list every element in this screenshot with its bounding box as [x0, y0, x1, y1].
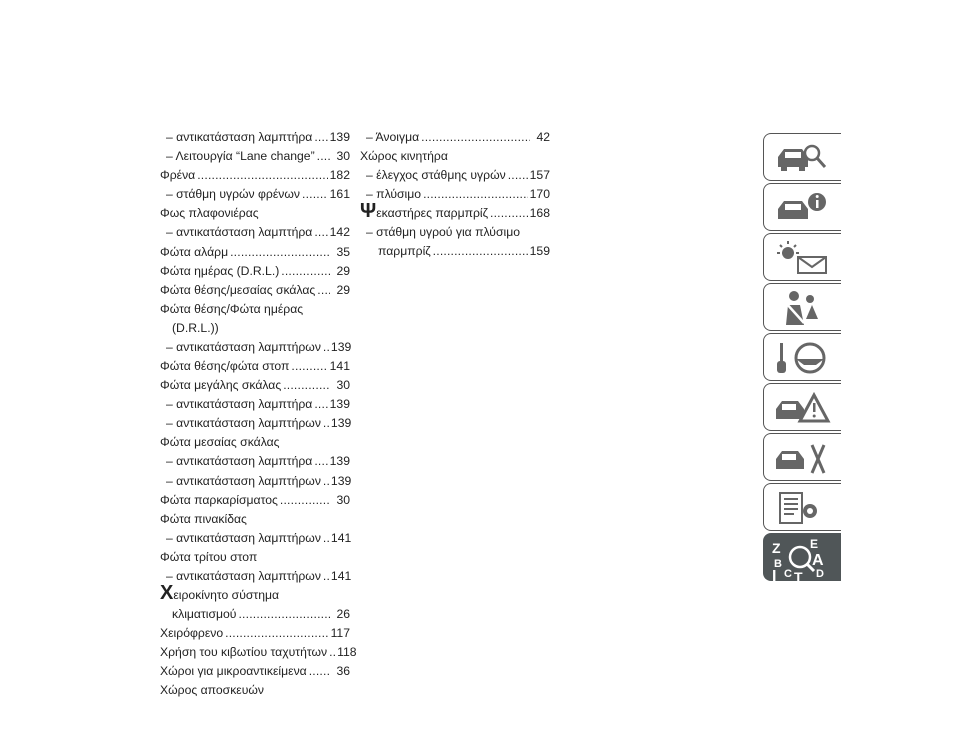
- warning-light-envelope-icon: [772, 239, 832, 277]
- leader-dots: [309, 662, 330, 681]
- index-letter-i: I: [772, 568, 777, 583]
- index-entry-label-wrap: [166, 223, 312, 242]
- index-entry-label: Χρήση του κιβωτίου ταχυτήτων: [160, 645, 328, 660]
- index-subentry: [160, 185, 350, 204]
- index-entry-label: – αντικατάσταση λαμπτήρων: [166, 530, 321, 545]
- page-number: 141: [330, 568, 352, 583]
- index-entry: [160, 662, 350, 681]
- leader-dots: [314, 128, 327, 147]
- leader-dots: [317, 147, 330, 166]
- index-entry-multiline: [160, 582, 350, 624]
- index-entry-label-wrap: [166, 128, 312, 147]
- index-heading-label: Φώτα τρίτου στοπ: [160, 549, 258, 564]
- index-entry-label-cont: κλιματισμού: [172, 607, 237, 622]
- index-entry-line2: [160, 605, 350, 624]
- index-entry-line1: [160, 582, 350, 605]
- page-number: 139: [330, 339, 352, 354]
- index-entry-multiline: [160, 300, 350, 338]
- page-number: 139: [330, 416, 352, 431]
- page-number: 30: [336, 492, 350, 507]
- index-entry-line2: [366, 242, 550, 261]
- tab-alphabetical-index[interactable]: [763, 533, 841, 581]
- leader-dots: [508, 166, 528, 185]
- index-entry-label-cont: παρμπρίζ: [378, 244, 431, 259]
- car-info-icon: [772, 189, 832, 227]
- index-entry-label-wrap: [366, 166, 506, 185]
- index-heading-label: Φώτα πινακίδας: [160, 511, 247, 526]
- page-number: 141: [330, 530, 352, 545]
- index-subentry: [160, 452, 350, 471]
- index-entry-label: εκαστήρες παρμπρίζ: [376, 206, 489, 221]
- index-entry-label: Φώτα θέσης/μεσαίας σκάλας: [160, 282, 316, 297]
- leader-dots: [314, 395, 327, 414]
- index-heading-label: Φώτα μεσαίας σκάλας: [160, 435, 280, 450]
- index-entry-label-wrap: [166, 452, 312, 471]
- page-number: 139: [329, 454, 350, 469]
- index-entry-label-wrap: [160, 643, 327, 662]
- index-entry-label: – αντικατάσταση λαμπτήρα: [166, 397, 313, 412]
- index-heading-label: Χώρος αποσκευών: [160, 683, 264, 698]
- page-number: 30: [336, 149, 350, 164]
- leader-dots: [421, 128, 530, 147]
- index-entry-label: – αντικατάσταση λαμπτήρα: [166, 454, 313, 469]
- alphabetical-index-icon: [772, 539, 832, 583]
- index-entry-line1: [366, 223, 550, 242]
- tab-car-inspection[interactable]: [763, 133, 841, 181]
- index-letter-z: Z: [772, 540, 781, 556]
- index-entry-label: – αντικατάσταση λαμπτήρα: [166, 225, 313, 240]
- index-subentry: [160, 395, 350, 414]
- page-number: 159: [529, 244, 550, 259]
- index-letter-c: C: [784, 568, 792, 580]
- index-entry-label: Φώτα θέσης/φώτα στοπ: [160, 358, 290, 373]
- index-entry-label-wrap: [166, 472, 321, 491]
- index-entry-label-wrap: [160, 243, 228, 262]
- index-entry-label: – αντικατάσταση λαμπτήρων: [166, 473, 321, 488]
- index-letter-d: D: [816, 568, 824, 580]
- index-subentry: [360, 166, 550, 185]
- index-entry-label-wrap: [160, 166, 195, 185]
- index-entry-label-wrap: [166, 414, 321, 433]
- index-entry: [160, 624, 350, 643]
- leader-dots: [291, 357, 327, 376]
- index-subentry: [160, 567, 350, 586]
- page-number: 30: [336, 378, 350, 393]
- seatbelt-airbag-icon: [772, 289, 832, 327]
- leader-dots: [433, 242, 528, 261]
- page-number: 139: [330, 473, 352, 488]
- index-entry-line1: [160, 300, 350, 319]
- index-initial-letter: Χ: [160, 582, 174, 605]
- index-subentry: [360, 128, 550, 147]
- index-entry-label: Φώτα ημέρας (D.R.L.): [160, 263, 280, 278]
- index-entry-label: Χώροι για μικροαντικείμενα: [160, 664, 307, 679]
- index-heading: [160, 204, 350, 223]
- index-subentry: [160, 147, 350, 166]
- index-entry-label-wrap: [160, 262, 279, 281]
- index-letter-e: E: [810, 539, 819, 551]
- page-number: 142: [329, 225, 350, 240]
- index-entry-label: – αντικατάσταση λαμπτήρων: [166, 339, 321, 354]
- leader-dots: [423, 185, 528, 204]
- leader-dots: [323, 472, 329, 491]
- page-number: 117: [330, 626, 350, 641]
- leader-dots: [230, 243, 330, 262]
- index-initial-letter: Ψ: [360, 200, 377, 223]
- index-entry-label-wrap: [166, 338, 321, 357]
- index-entry-label: – στάθμη υγρού για πλύσιμο: [366, 225, 520, 240]
- index-subentry: [360, 185, 550, 204]
- index-entry-label-wrap: [166, 395, 312, 414]
- document-gear-icon: [772, 489, 832, 527]
- page-number: 29: [336, 282, 350, 297]
- index-entry: [360, 200, 550, 223]
- leader-dots: [280, 491, 330, 510]
- index-entry-label-wrap: [166, 147, 315, 166]
- car-wrench-icon: [772, 439, 832, 477]
- leader-dots: [323, 414, 329, 433]
- index-heading: [160, 681, 350, 700]
- page-number: 182: [329, 168, 350, 183]
- index-letter-a: A: [812, 552, 824, 569]
- index-entry: [160, 243, 350, 262]
- index-entry-label-wrap: [160, 662, 307, 681]
- index-entry-label: – αντικατάσταση λαμπτήρων: [166, 416, 321, 431]
- index-heading: [160, 510, 350, 529]
- leader-dots: [238, 605, 330, 624]
- index-entry-label: Φρένα: [160, 168, 196, 183]
- index-entry: [160, 376, 350, 395]
- page-number: 26: [336, 607, 350, 622]
- index-entry-label: Φώτα μεγάλης σκάλας: [160, 378, 282, 393]
- page-number: 139: [329, 130, 350, 144]
- leader-dots: [314, 452, 327, 471]
- index-letter-t: T: [794, 569, 803, 583]
- index-subentry: [160, 128, 350, 147]
- leader-dots: [283, 376, 330, 395]
- leader-dots: [302, 185, 328, 204]
- index-entry: [160, 281, 350, 300]
- leader-dots: [197, 166, 327, 185]
- page-number: 168: [529, 206, 550, 221]
- index-entry: [160, 491, 350, 510]
- tab-safety[interactable]: [763, 283, 841, 331]
- index-letter-b: B: [774, 558, 782, 570]
- leader-dots: [314, 223, 327, 242]
- index-heading: [160, 548, 350, 567]
- index-entry-label-wrap: [166, 185, 300, 204]
- car-warning-triangle-icon: [772, 389, 832, 427]
- page-number: 118: [337, 645, 357, 660]
- tab-emergency[interactable]: [763, 383, 841, 431]
- index-entry-label: – πλύσιμο: [366, 187, 422, 202]
- tab-warning-lights[interactable]: [763, 233, 841, 281]
- index-entry-label: Φώτα παρκαρίσματος: [160, 492, 278, 507]
- index-heading-label: Φως πλαφονιέρας: [160, 206, 259, 221]
- tab-technical-data[interactable]: [763, 483, 841, 531]
- index-entry-label: ειροκίνητο σύστημα: [173, 588, 280, 603]
- car-magnifier-icon: [772, 139, 832, 177]
- index-entry-multiline: [360, 223, 550, 261]
- index-entry-label-wrap: [160, 376, 281, 395]
- index-entry-label: – έλεγχος στάθμης υγρών: [366, 168, 506, 183]
- leader-dots: [281, 262, 330, 281]
- page-number: 139: [329, 397, 350, 412]
- index-entry-line2: [160, 319, 350, 338]
- index-entry-label-wrap: [160, 624, 223, 643]
- index-entry-label-wrap: [166, 567, 321, 586]
- index-heading-label: Χώρος κινητήρα: [360, 149, 448, 164]
- leader-dots: [329, 643, 335, 662]
- tab-maintenance[interactable]: [763, 433, 841, 481]
- index-subentry: [160, 472, 350, 491]
- index-entry-label: – αντικατάσταση λαμπτήρα: [166, 130, 313, 144]
- index-entry-label: Φώτα αλάρμ: [160, 244, 229, 259]
- section-tabs: [763, 133, 841, 583]
- page-number: 161: [329, 187, 350, 202]
- tab-car-info[interactable]: [763, 183, 841, 231]
- tab-starting-driving[interactable]: [763, 333, 841, 381]
- index-heading: [360, 147, 550, 166]
- index-subentry: [160, 414, 350, 433]
- index-subentry: [160, 223, 350, 242]
- index-entry-label: Φώτα θέσης/Φώτα ημέρας: [160, 301, 304, 316]
- index-entry-label-cont: (D.R.L.)): [172, 320, 219, 335]
- page-number: 42: [536, 130, 550, 144]
- page-number: 170: [529, 187, 550, 202]
- page-number: 141: [329, 358, 350, 373]
- index-entry-label-wrap: [160, 357, 289, 376]
- leader-dots: [317, 281, 330, 300]
- index-subentry: [160, 338, 350, 357]
- index-entry-label-wrap: [166, 529, 321, 548]
- index-entry: [160, 643, 357, 662]
- index-entry: [160, 357, 350, 376]
- leader-dots: [225, 624, 328, 643]
- index-entry: [160, 262, 350, 281]
- page-number: 157: [529, 168, 550, 183]
- leader-dots: [323, 338, 329, 357]
- index-entry-label-wrap: [160, 281, 315, 300]
- page-number: 36: [336, 664, 350, 679]
- index-entry-label: – στάθμη υγρών φρένων: [166, 187, 300, 202]
- index-entry-label-wrap: [366, 128, 419, 147]
- index-entry-label-wrap: [360, 200, 489, 223]
- page-number: 29: [336, 263, 350, 278]
- index-entry-label: – αντικατάσταση λαμπτήρων: [166, 568, 321, 583]
- key-steering-wheel-icon: [772, 339, 832, 377]
- index-entry: [160, 166, 350, 185]
- index-heading: [160, 433, 350, 452]
- index-column-left: [160, 128, 357, 700]
- index-entry-label: – Άνοιγμα: [366, 130, 420, 144]
- leader-dots: [323, 567, 329, 586]
- page-number: 35: [336, 244, 350, 259]
- leader-dots: [490, 204, 528, 223]
- index-entry-label: – Λειτουργία “Lane change”: [166, 149, 315, 164]
- index-subentry: [160, 529, 350, 548]
- index-entry-label-wrap: [160, 491, 278, 510]
- leader-dots: [323, 529, 329, 548]
- index-column-right: [360, 128, 550, 261]
- index-entry-label: Χειρόφρενο: [160, 626, 224, 641]
